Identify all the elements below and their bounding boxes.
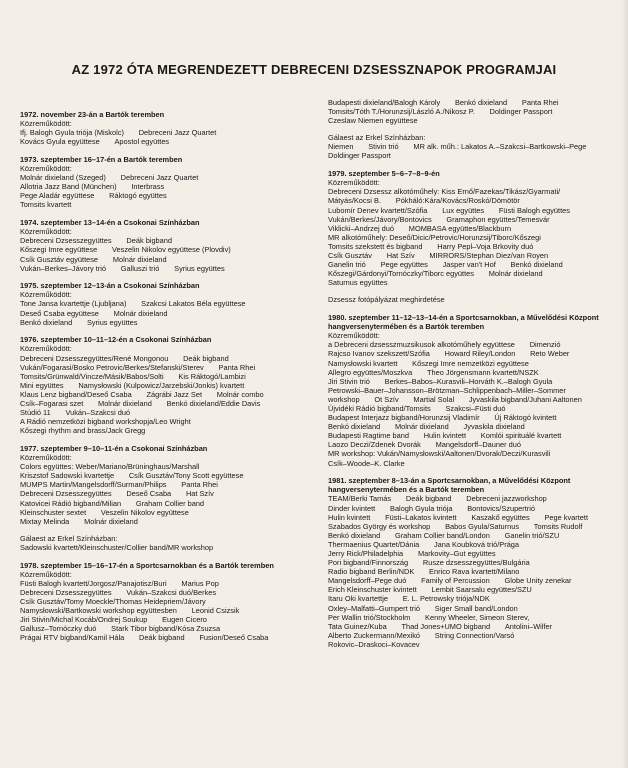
program-block [328,98,618,161]
program-block [20,218,312,273]
program-line: Prágai RTV bigband/Kamil Hála Deák bigband Fusion/Deseő Csaba [20,633,269,643]
note-line: Sadowski kvartett/Kleinschuster/Collier band/MR workshop [20,542,214,552]
program-line: Közreműködött: [328,178,380,188]
program-line: Csík Gusztáv együttese Molnár dixieland [20,254,167,264]
program-line: Jerry Rick/Philadelphia Markovity–Gut együttes [328,549,496,558]
program-line: Per Wallin trió/Stockholm Kenny Wheeler, Simeon Sterev, [328,612,530,622]
program-line: Thermaenius Quartet/Dánia Jana Koubková trió/Prága [328,539,520,549]
program-line: Debreceni Dzsesszegyüttes Deák bigband [20,236,172,246]
program-header: 1979. szeptember 5–6–7–8–9-én [328,169,440,179]
program-line: MR alkotóműhely: Deseő/Dicic/Petrovic/Horunzsij/Tiborc/Kőszegi [328,232,541,242]
program-header: 1976. szeptember 10–11–12-én a Csokonai Színházban [20,335,212,345]
program-line: Dinder kvintett Balogh Gyula triója Bontovics/Szupertrió [328,503,536,513]
program-line: Katovicei Rádió bigband/Milian Graham Collier band [20,498,205,508]
program-line: TEAM/Berki Tamás Deák bigband Debreceni jazzworkshop [328,494,547,504]
program-block [328,169,618,304]
program-header: 1972. november 23-án a Bartók teremben [20,110,165,119]
program-line: Közreműködött: [20,164,72,174]
program-line: Kriszstof Sadowski kvartettje Csík Gusztáv/Tony Scott együttese [20,471,244,481]
program-line: MR workshop: Vukán/Namysłowski/Aaltonen/Dvorak/Deczi/Kurasvili [328,449,551,459]
program-line: Erich Kleinschuster kvintett Lembit Saarsalu együttes/SZU [328,585,532,595]
program-line: Tomsits kvartett [20,200,72,210]
program-header: 1977. szeptember 9–10–11-én a Csokonai Színházban [20,443,208,453]
program-line: Közreműködött: [20,453,72,463]
program-block [20,335,312,435]
program-line: Csík Gusztáv/Tomy Moeckle/Thomas Heidepriem/Jávory [20,596,206,606]
program-line: Csík Gusztáv Hat Szív MIRRORS/Stephan Diez/van Royen [328,251,549,260]
program-line: Tomsits szekstett és bigband Harry Pepl–Voja Brkovity duó [328,241,534,251]
note-line: Doldinger Passport [328,151,391,161]
gala-note [328,133,618,160]
left-column [20,110,312,651]
program-line: Kőszegi/Gárdonyi/Tornóczky/Tiborc együttes Molnár dixieland [328,269,543,279]
program-line: Radio bigband Berlin/NDK Enrico Rava kvartett/Milano [328,567,520,577]
program-line: Mini együttes Namysłowski (Kulpowicz/Jarzebski/Jonkis) kvartett [20,380,245,390]
program-line: Közreműködött: [20,344,72,354]
program-line: Közreműködött: [20,227,72,237]
right-column [328,98,618,658]
program-line: Közreműködött: [20,569,72,579]
program-line: Benkó dixieland Molnár dixieland Jyvaskila dixieland [328,422,525,432]
program-line: Budapesti Ragtime band Hulin kvintett Komlói spirituálé kvartett [328,431,562,441]
program-block [20,444,312,552]
gala-note [328,295,618,304]
program-line: Kőszegi rhythm and brass/Jack Gregg [20,426,146,436]
program-line: Gallusz–Tornóczky duó Stark Tibor bigband/Kósa Zsuzsa [20,624,221,634]
program-line: Tomsits/Grünwald/Vincze/Másik/Babos/Solti Kis Ráktogó/Lambizi [20,371,246,381]
program-line: Közreműködött: [328,331,380,341]
program-line: Szabados György és workshop Babos Gyula/Saturnus Tomsits Rudolf [328,521,583,531]
program-line: Allotria Jazz Band (München) Interbrass [20,182,165,192]
program-line: Kőszegi Imre együttese Veszelin Nikolov együttese (Plovdiv) [20,245,231,255]
program-line: Kleinschuster sextet Veszelin Nikolov együttese [20,507,189,517]
program-line: Jiri Stivin/Michal Kocáb/Ondrej Soukup Eugen Cicero [20,615,207,625]
program-line: Deseő Csaba együttese Molnár dixieland [20,308,168,318]
program-header: 1981. szeptember 8–13-án a Sportcsarnokban, a Művelődési Központ hangversenytermében és a Bartók teremben [328,476,571,495]
program-line: Klaus Lenz bigband/Deseő Csaba Zágrábi Jazz Set Molnár combo [20,389,264,399]
program-line: Mixtay Melinda Molnár dixieland [20,516,138,526]
program-line: MUMPS Martin/Mangelsdorff/Surman/Philips Panta Rhei [20,480,218,490]
note-line: Gálaest az Erkel Színházban: [328,133,426,143]
program-line: Debreceni Dzsesszegyüttes Deseő Csaba Hat Szív [20,489,214,499]
program-line: Pori bigband/Finnország Rusze dzsesszegyüttes/Bulgária [328,558,530,568]
note-line: Gálaest az Erkel Színházban: [20,533,118,543]
program-block [20,110,312,146]
program-line: Petrowski–Bauer–Johansson–Brötzman–Schlippenbach–Miller–Sommer [328,385,566,395]
program-block [20,561,312,643]
program-line: Pege Aladár együttese Ráktogó együttes [20,191,167,201]
program-line: a Debreceni dzsesszmuzsikusok alkotóműhely együttese Dimenzió [328,340,561,350]
note-line: Niemen Stivin trió MR alk. műh.: Lakatos A.–Szakcsi–Bartkowski–Pege [328,142,587,152]
program-line: Ifj. Balogh Gyula triója (Miskolc) Debreceni Jazz Quartet [20,128,217,138]
program-line: Vukán/Berkes/Jávory/Bontovics Gramaphon együttes/Temesvár [328,214,550,224]
program-header: 1978. szeptember 15–16–17-én a Sportcsarnokban és a Bartók teremben [20,560,274,570]
program-line: Allegro együttes/Moszkva Theo Jörgensmann kvartett/NSZK [328,367,539,377]
program-line: Czeslaw Niemen együttese [328,116,418,126]
page-title: AZ 1972 ÓTA MEGRENDEZETT DEBRECENI DZSESSZNAPOK PROGRAMJAI [71,62,557,77]
program-line: Füsti Balogh kvartett/Jorgosz/Panajotisz/Buri Marius Pop [20,578,219,588]
program-line: Tata Guinez/Kuba Thad Jones+UMO bigband Antolini–Wilfer [328,621,553,631]
program-block [328,313,618,468]
program-block [328,476,618,649]
program-line: Budapesti dixieland/Balogh Károly Benkó dixieland Panta Rhei [328,98,559,107]
page-edge-shadow [622,0,628,768]
program-line: Vukán/Fogarasi/Bosko Petrovic/Berkes/Stefanski/Sterev Panta Rhei [20,362,256,372]
program-line: Itaru Oki kvartettje E. L. Petrowsky triója/NDK [328,594,490,604]
gala-note [20,534,312,552]
program-line: Ganelin trió Pege együttes Jasper van't Hof Benkó dixieland [328,260,563,270]
program-block [20,281,312,326]
program-line: Debreceni Dzsesszegyüttes Vukán–Szakcsi duó/Berkes [20,587,217,597]
program-line: Jiri Stivin trió Berkes–Babos–Kurasvili–Horváth K.–Balogh Gyula [328,376,553,386]
program-line: Hulin kvintett Füsti–Lakatos kvintett Kaszakő együttes Pege kvartett [328,512,589,522]
program-line: Mátyás/Kocsi B. Pókháló:Kára/Kovács/Roskó/Dömötör [328,196,520,206]
program-line: Saturnus együttes [328,278,388,288]
program-line: Csík–Woode–K. Clarke [328,458,405,468]
program-line: Benkó dixieland Graham Collier band/London Ganelin trió/SZU [328,530,560,540]
program-line: Debreceni Dzsessz alkotóműhely: Kiss Ernő/Fazekas/Tikász/Gyarmati/ [328,187,561,197]
program-line: Rokovic–Draskoci–Kovacev [328,639,420,649]
program-line: Csík–Fogarasi szet Molnár dixieland Benkó dixieland/Eddie Davis [20,399,261,408]
program-line: Stúdió 11 Vukán–Szakcsi duó [20,408,131,418]
program-line: Alberto Zuckermann/Mexikó String Connection/Varsó [328,630,515,640]
program-block [20,155,312,210]
program-header: 1975. szeptember 12–13-án a Csokonai Színházban [20,281,200,291]
program-line: Namysłowski kvartett Kőszegi Imre nemzetközi együttese [328,358,529,368]
program-line: Újvidéki Rádió bigband/Tomsits Szakcsi–Füsti duó [328,404,506,413]
program-line: Lubomír Denev kvartett/Szófia Lux együttes Füsti Balogh együttes [328,205,570,215]
program-line: Molnár dixieland (Szeged) Debreceni Jazz Quartet [20,173,199,183]
program-line: Viklicki–Andrzej duó MOMBASA együttes/Blackburn [328,223,512,233]
program-line: Kovács Gyula együttese Apostol együttes [20,137,170,147]
program-line: Laozo Deczi/Zdenek Dvorák Mangelsdorff–Dauner duó [328,440,521,450]
program-line: Budapest Interjazz bigband/Horunzsij Vladimír Új Ráktogó kvintett [328,413,557,423]
program-line: Tomsits/Tóth T./Horunzsij/László A./Nikosz P. Doldinger Passport [328,107,553,117]
program-header: 1974. szeptember 13–14-én a Csokonai Színházban [20,218,200,228]
program-header: 1980. szeptember 11–12–13–14-én a Sportcsarnokban, a Művelődési Központ hangversenytermében és a Bartók teremben [328,313,599,332]
program-line: Vukán–Berkes–Jávory trió Galluszi trió Syrius együttes [20,263,225,273]
program-line: workshop Ot Szív Martial Solal Jyvaskila bigband/Juhani Aaltonen [328,394,582,404]
program-line: Mangelsdorff–Pege duó Family of Percussion Globe Unity zenekar [328,576,572,586]
note-line: Dzsessz fotópályázat meghirdetése [328,295,445,305]
program-line: Közreműködött: [20,290,72,300]
program-header: 1973. szeptember 16–17-én a Bartók teremben [20,154,183,164]
program-line: Namysłowski/Bartkowski workshop együttesben Leonid Csizsik [20,606,240,616]
program-line: A Rádió nemzetközi bigband workshopja/Leo Wright [20,417,191,427]
program-line: Közreműködött: [20,119,72,129]
program-line: Tone Jansa kvartettje (Ljubljana) Szakcsi Lakatos Béla együttese [20,299,246,309]
program-line: Benkó dixieland Syrius együttes [20,317,138,327]
program-line: Oxley–Malfatti–Gumpert trió Siger Small band/London [328,603,518,613]
program-line: Colors együttes: Weber/Mariano/Brüninghaus/Marshall [20,462,200,472]
program-line: Debreceni Dzsesszegyüttes/René Mongonou Deák bigband [20,353,229,363]
program-line: Rajcso Ivanov szekszett/Szófia Howard Riley/London Reto Weber [328,349,570,359]
